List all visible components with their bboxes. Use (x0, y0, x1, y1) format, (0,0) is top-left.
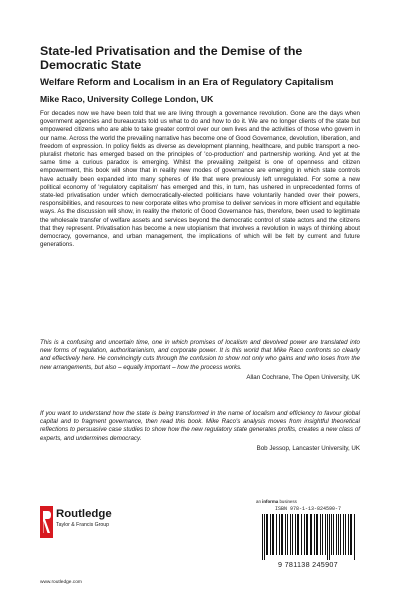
barcode-bar (295, 514, 296, 555)
endorsement-attribution: Allan Cochrane, The Open University, UK (246, 373, 360, 381)
barcode-bar (279, 514, 280, 555)
barcode-bar (333, 514, 334, 555)
endorsement-cochrane (40, 339, 360, 382)
endorsement-quote: If you want to understand how the state is being transformed in the name of localism and efficiency to favour global capital and to fragment governance, then read this book. Mike Raco's analysis moves from insightful theoretical reflections to persuasive case studies to show how the new regulatory state generates profits, creates a new class of experts, and undermines democracy. (40, 410, 360, 442)
barcode-bar (287, 514, 288, 555)
barcode-bar (329, 514, 330, 560)
barcode-icon (260, 514, 356, 560)
informa-prefix: an (256, 499, 263, 504)
publisher-group: Taylor & Francis Group (56, 522, 110, 528)
isbn-barcode (256, 506, 360, 570)
informa-brand: informa (262, 499, 279, 504)
barcode-bar (272, 514, 274, 555)
isbn-text: ISBN 978-1-13-824590-7 (274, 506, 341, 512)
book-subtitle: Welfare Reform and Localism in an Era of Regulatory Capitalism (40, 77, 334, 88)
barcode-bar (331, 514, 332, 555)
barcode-bar (325, 514, 326, 555)
barcode-bar (340, 514, 341, 555)
book-blurb: For decades now we have been told that we are living through a governance revolution. Gone are the days when government agencies and bureaucrats told us what to do and how to do it. We are no longer clients of the state but empowered citizens who are able to take greater control over our own lives and the activities of those who govern in our name. Across the world the prevailing narrative has become one of Good Governance, devolution, liberation, and freedom of expression. In policy fields as diverse as development planning, healthcare, and public transport a neo-pluralist rhetoric has emerged based on the principles of 'co-production' and partnership working. And yet at the same time a curious paradox is emerging. Whilst the prevailing zeitgeist is one of openness and citizen empowerment, this book will show that in reality new modes of governance are emerging in which state controls have actually been expanded into many spheres of life that were previously left unregulated. For some a new political economy of 'regulatory capitalism' has emerged and this, in turn, has ushered in unprecedented forms of state-led privatisation under which democratically-elected politicians have voluntarily handed over their powers, responsibilities, and resources to new corporate elites who promise to deliver services in more efficient and equitable ways. As the discussion will show, in reality the rhetoric of Good Governance has, therefore, been used to legitimate the wholesale transfer of welfare assets and services beyond the democratic control of state actors and the citizens that they represent. Privatisation has become a new utopianism that involves a revolution in ways of thinking about democracy, governance, and urban management, the implications of which will be felt by current and future generations. (40, 110, 360, 249)
routledge-logo (40, 504, 160, 564)
barcode-bar (306, 514, 308, 555)
publisher-website[interactable]: www.routledge.com (40, 580, 82, 585)
barcode-bar (354, 514, 355, 560)
endorsement-quote: This is a confusing and uncertain time, one in which promises of localism and devolved power are translated into new forms of regulation, authoritarianism, and corporate power. It is this world that Mike Raco confronts so clearly and effectively here. He convincingly cuts through the confusion to show not only who gains and who loses from the new arrangements, but also – equally important – how the process works. (40, 339, 360, 371)
barcode-bar (350, 514, 352, 555)
barcode-bar (343, 514, 344, 555)
routledge-logo-icon (40, 506, 53, 538)
barcode-bar (262, 514, 263, 560)
barcode-bar (285, 514, 286, 555)
informa-business-label (256, 499, 360, 504)
barcode-bar (336, 514, 337, 555)
barcode-bar (316, 514, 318, 555)
author-line: Mike Raco, University College London, UK (40, 94, 214, 104)
barcode-bar (281, 514, 283, 555)
barcode-bar (290, 514, 291, 555)
barcode-bar (348, 514, 349, 555)
barcode-bar (270, 514, 271, 555)
barcode-bar (297, 514, 299, 555)
barcode-bar (264, 514, 265, 560)
barcode-bar (322, 514, 323, 555)
barcode-bar (320, 514, 321, 555)
barcode-bar (310, 514, 312, 555)
barcode-bar (266, 514, 268, 555)
barcode-bar (276, 514, 277, 555)
barcode-bar (304, 514, 305, 555)
publisher-name: Routledge (56, 508, 112, 520)
endorsement-jessop (40, 410, 360, 453)
book-title: State-led Privatisation and the Demise of the Democratic State (40, 44, 303, 72)
endorsement-attribution: Bob Jessop, Lancaster University, UK (256, 444, 360, 452)
barcode-bar (314, 514, 315, 555)
barcode-bar (301, 514, 302, 555)
barcode-bar (345, 514, 346, 555)
barcode-digits: 9 781138 245907 (278, 560, 338, 569)
barcode-bar (292, 514, 293, 555)
barcode-bar (338, 514, 339, 555)
barcode-bar (327, 514, 328, 560)
informa-suffix: business (278, 499, 297, 504)
